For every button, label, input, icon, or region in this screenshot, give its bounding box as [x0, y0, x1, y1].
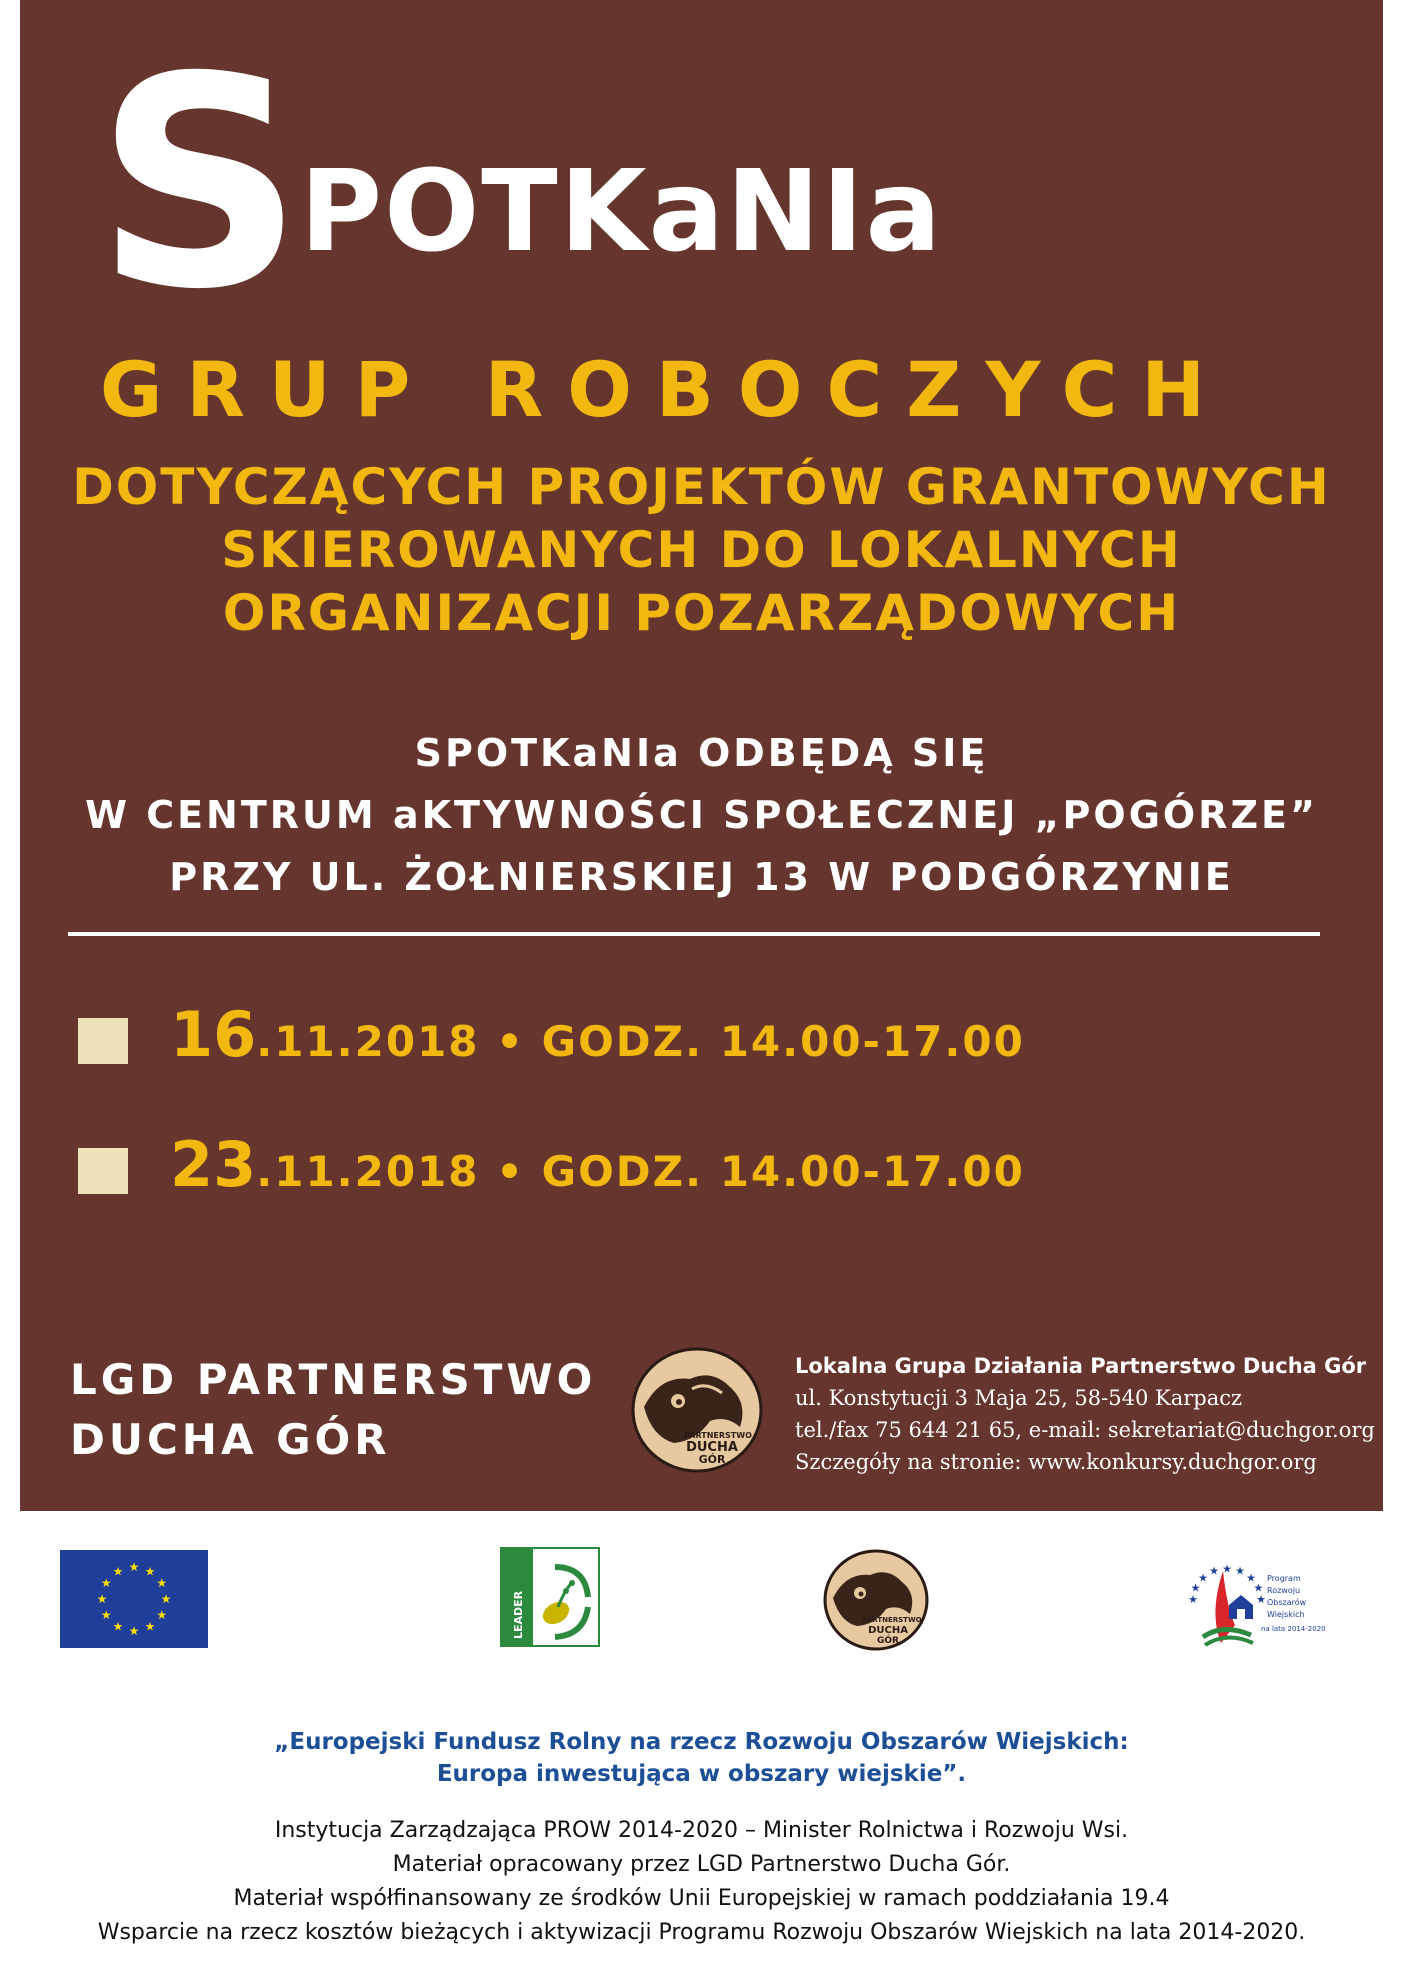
- eu-star-icon: ★: [128, 1560, 140, 1574]
- prow-text-r: Rozwoju: [1267, 1586, 1301, 1595]
- prow-logo: [1183, 1553, 1343, 1648]
- partnerstwo-logo-small: [822, 1548, 930, 1652]
- leader-text: LEADER: [512, 1590, 525, 1639]
- eu-star-icon: ★: [100, 1576, 112, 1590]
- prow-star-icon: ★: [1256, 1593, 1266, 1606]
- eu-star-icon: ★: [144, 1564, 156, 1579]
- eu-star-icon: ★: [112, 1619, 124, 1634]
- eu-star-icon: ★: [128, 1624, 140, 1638]
- lgd-name: [70, 1350, 596, 1470]
- venue-line-1: SPOTKaNIa ODBĘDĄ SIĘ: [414, 731, 989, 775]
- eu-flag-logo: [60, 1550, 208, 1648]
- partnerstwo-logo: [630, 1345, 765, 1475]
- title-big-letter: S: [95, 16, 304, 353]
- divider: [68, 932, 1320, 936]
- prow-star-icon: ★: [1190, 1581, 1201, 1595]
- date-day: 16: [170, 998, 257, 1071]
- date-text-1: [170, 1000, 1025, 1077]
- eu-star-icon: ★: [100, 1608, 112, 1622]
- date-text-2: [170, 1130, 1025, 1207]
- logo-text-3: GÓR: [698, 1453, 726, 1466]
- prow-text-o: Obszarów: [1267, 1598, 1307, 1607]
- eu-star-icon: ★: [156, 1576, 168, 1590]
- contact-web: Szczegóły na stronie: www.konkursy.duchgor.org: [795, 1450, 1317, 1474]
- quote-line-2: Europa inwestująca w obszary wiejskie”.: [436, 1761, 967, 1787]
- eu-star-icon: ★: [156, 1608, 168, 1622]
- contact-block: [795, 1350, 1375, 1478]
- footer-line-4: Wsparcie na rzecz kosztów bieżących i aktywizacji Programu Rozwoju Obszarów Wiejskich na lata 2014-2020.: [97, 1920, 1306, 1945]
- quote-line-1: „Europejski Fundusz Rolny na rzecz Rozwoju Obszarów Wiejskich:: [274, 1729, 1129, 1755]
- footer-line-3: Materiał współfinansowany ze środków Unii Europejskiej w ramach poddziałania 19.4: [233, 1886, 1170, 1911]
- eu-star-icon: ★: [160, 1592, 172, 1606]
- prow-star-icon: ★: [1198, 1571, 1208, 1585]
- title-rest: POTKaNIa: [300, 147, 944, 277]
- prow-star-icon: ★: [1209, 1564, 1219, 1578]
- footer-line-2: Materiał opracowany przez LGD Partnerstwo Ducha Gór.: [392, 1852, 1011, 1877]
- prow-star-icon: ★: [1253, 1581, 1264, 1595]
- logo-small-text-3: GÓR: [877, 1636, 899, 1646]
- logo-small-text-2: DUCHA: [868, 1625, 908, 1636]
- lgd-name-line-2: DUCHA GÓR: [70, 1415, 391, 1464]
- eu-star-icon: ★: [96, 1592, 108, 1606]
- prow-text-w: Wiejskich: [1267, 1610, 1305, 1619]
- contact-address: ul. Konstytucji 3 Maja 25, 58-540 Karpacz: [795, 1386, 1243, 1410]
- logo-small-text-1: PARTNERSTWO: [862, 1616, 922, 1624]
- footer-line-1: Instytucja Zarządzająca PROW 2014-2020 – Minister Rolnictwa i Rozwoju Wsi.: [274, 1818, 1129, 1843]
- prow-star-icon: ★: [1235, 1564, 1245, 1578]
- bullet-square-icon: [78, 1148, 128, 1194]
- subtitle-line-2: SKIEROWANYCH DO LOKALNYCH: [221, 521, 1182, 579]
- contact-title: Lokalna Grupa Działania Partnerstwo Ducha Gór: [795, 1354, 1367, 1378]
- contact-phone-email: tel./fax 75 644 21 65, e-mail: sekretariat@duchgor.org: [795, 1418, 1375, 1442]
- date-day: 23: [170, 1128, 257, 1201]
- prow-text-p: Program: [1267, 1574, 1301, 1583]
- eu-star-icon: ★: [144, 1619, 156, 1634]
- date-rest: .11.2018 • GODZ. 14.00-17.00: [256, 1017, 1025, 1066]
- lgd-name-line-1: LGD PARTNERSTWO: [70, 1355, 597, 1404]
- prow-text-years: na lata 2014-2020: [1261, 1625, 1326, 1633]
- prow-star-icon: ★: [1188, 1593, 1198, 1606]
- title-line2: GRUP ROBOCZYCH: [100, 345, 1230, 434]
- subtitle-line-3: ORGANIZACJI POZARZĄDOWYCH: [222, 584, 1181, 642]
- venue-line-3: PRZY UL. ŻOŁNIERSKIEJ 13 W PODGÓRZYNIE: [169, 855, 1234, 899]
- leader-logo: [500, 1547, 600, 1647]
- date-rest: .11.2018 • GODZ. 14.00-17.00: [256, 1147, 1025, 1196]
- eu-star-icon: ★: [112, 1564, 124, 1579]
- bullet-square-icon: [78, 1018, 128, 1064]
- prow-star-icon: ★: [1222, 1562, 1232, 1576]
- venue-line-2: W CENTRUM aKTYWNOŚCI SPOŁECZNEJ „POGÓRZE”: [85, 793, 1318, 837]
- prow-star-icon: ★: [1246, 1571, 1256, 1585]
- logo-text-2: DUCHA: [686, 1440, 738, 1455]
- logo-text-1: PARTNERSTWO: [684, 1431, 752, 1440]
- subtitle-line-1: DOTYCZĄCYCH PROJEKTÓW GRANTOWYCH: [72, 458, 1331, 516]
